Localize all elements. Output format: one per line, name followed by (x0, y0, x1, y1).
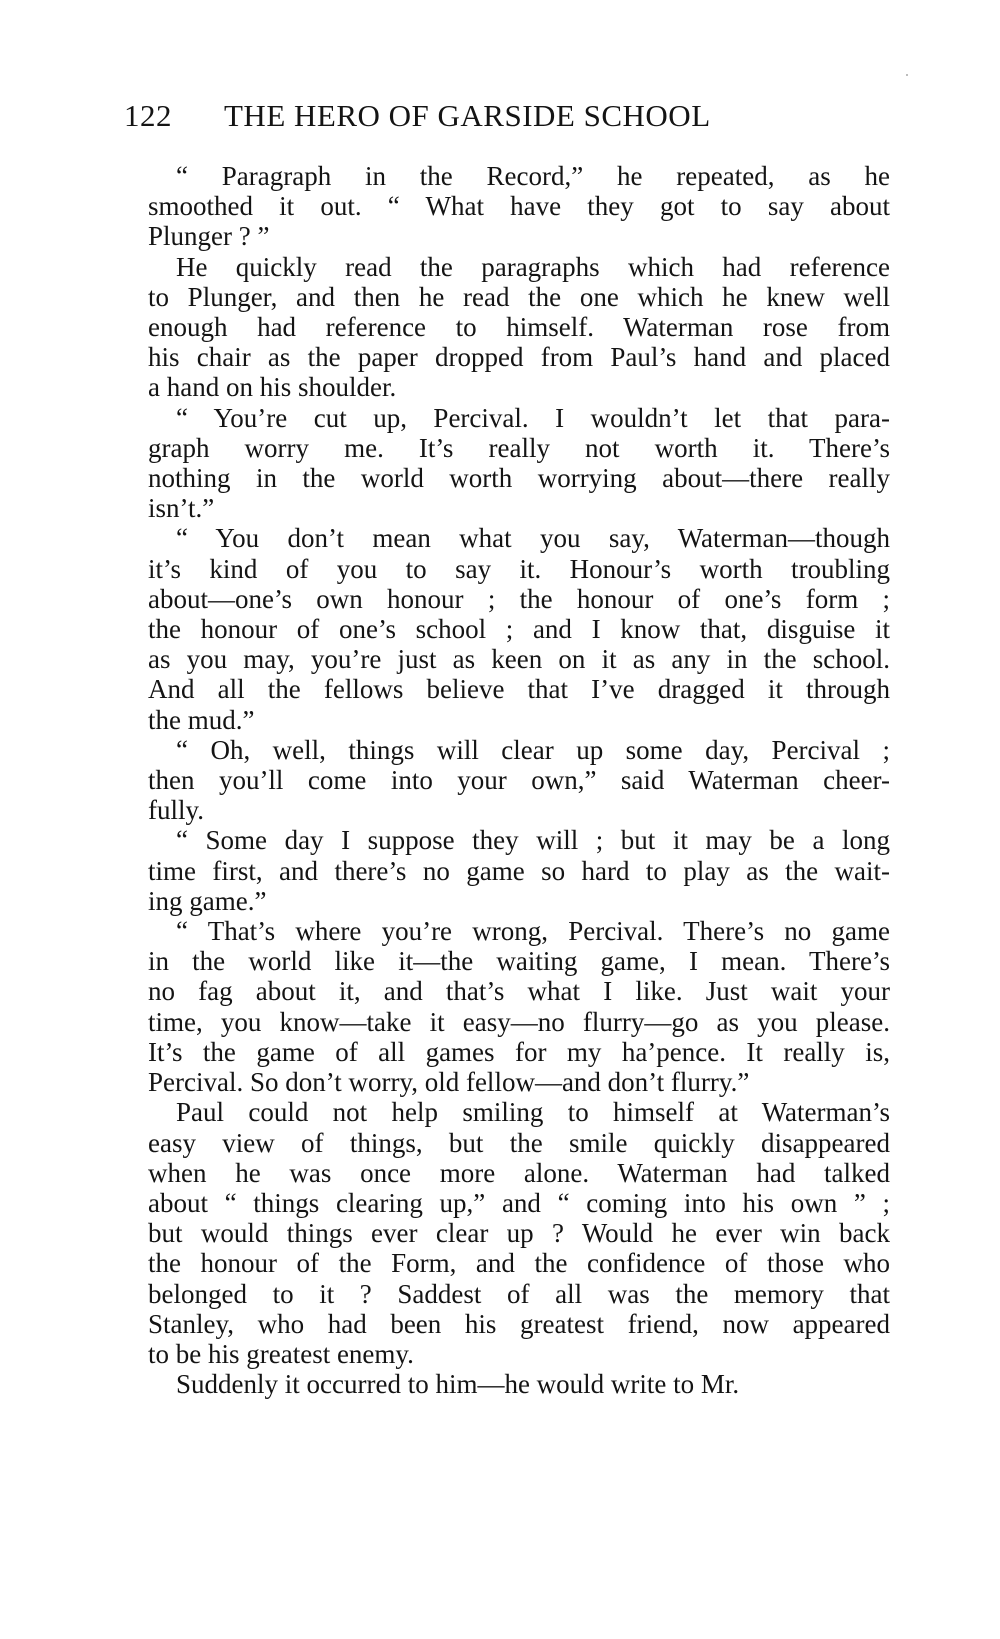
text-line: “ That’s where you’re wrong, Percival. There’s no game (176, 916, 890, 947)
text-line: “ You’re cut up, Percival. I wouldn’t let that para- (176, 402, 890, 433)
paragraph (120, 1097, 890, 1369)
text-line: enough had reference to himself. Waterman rose from (148, 312, 890, 343)
paragraph (120, 825, 890, 916)
text-line: Stanley, who had been his greatest friend, now appeared (148, 1308, 890, 1339)
text-line: about “ things clearing up,” and “ coming into his own ” ; (148, 1187, 890, 1218)
text-line: ing game.” (148, 885, 267, 916)
paragraph (120, 916, 890, 1097)
text-line: “ Some day I suppose they will ; but it may be a long (176, 825, 890, 856)
text-line: as you may, you’re just as keen on it as any in the school. (148, 644, 890, 675)
paragraph (120, 523, 890, 734)
text-line: nothing in the world worth worrying about—there really (148, 463, 890, 494)
text-line: about—one’s own honour ; the honour of one’s form ; (148, 583, 890, 614)
text-line: isn’t.” (148, 493, 215, 524)
text-line: his chair as the paper dropped from Paul’s hand and placed (148, 342, 890, 373)
paragraph (120, 161, 890, 252)
text-line: smoothed it out. “ What have they got to say about (148, 191, 890, 222)
text-line: time, you know—take it easy—no flurry—go as you please. (148, 1006, 890, 1037)
text-line: the mud.” (148, 704, 255, 735)
paragraph (120, 1369, 890, 1399)
text-line: easy view of things, but the smile quickly disappeared (148, 1127, 890, 1158)
text-line: the honour of one’s school ; and I know that, disguise it (148, 614, 890, 645)
text-line: a hand on his shoulder. (148, 372, 397, 403)
book-title: THE HERO OF GARSIDE SCHOOL (224, 98, 711, 133)
text-line: it’s kind of you to say it. Honour’s worth troubling (148, 553, 890, 584)
text-line: “ Paragraph in the Record,” he repeated, as he (176, 161, 890, 191)
text-line: And all the fellows believe that I’ve dragged it through (148, 674, 890, 705)
text-line: graph worry me. It’s really not worth it. There’s (148, 432, 890, 463)
paper-speck (906, 74, 908, 76)
text-line: It’s the game of all games for my ha’pence. It really is, (148, 1036, 890, 1067)
text-line: the honour of the Form, and the confidence of those who (148, 1248, 890, 1279)
text-line: “ Oh, well, things will clear up some day, Percival ; (176, 734, 890, 765)
text-line: time first, and there’s no game so hard to play as the wait- (148, 855, 890, 886)
text-line: then you’ll come into your own,” said Waterman cheer- (148, 765, 890, 796)
text-line: Paul could not help smiling to himself at Waterman’s (176, 1097, 890, 1128)
text-line: when he was once more alone. Waterman had talked (148, 1157, 890, 1188)
text-line: to be his greatest enemy. (148, 1338, 414, 1369)
text-line: Suddenly it occurred to him—he would write to Mr. (176, 1369, 740, 1400)
running-head (124, 98, 884, 142)
paragraph (120, 403, 890, 524)
text-line: Plunger ? ” (148, 221, 270, 252)
text-line: fully. (148, 795, 204, 826)
text-line: to Plunger, and then he read the one which he knew well (148, 281, 890, 312)
text-line: in the world like it—the waiting game, I mean. There’s (148, 946, 890, 977)
paragraph (120, 735, 890, 826)
text-line: He quickly read the paragraphs which had reference (176, 251, 890, 282)
paragraph (120, 252, 890, 403)
text-line: Percival. So don’t worry, old fellow—and don’t flurry.” (148, 1067, 750, 1098)
text-line: “ You don’t mean what you say, Waterman—though (176, 523, 890, 554)
page-number: 122 (124, 98, 172, 133)
text-line: but would things ever clear up ? Would he ever win back (148, 1218, 890, 1249)
text-line: belonged to it ? Saddest of all was the memory that (148, 1278, 890, 1309)
body-text (120, 161, 890, 1399)
text-line: no fag about it, and that’s what I like. Just wait your (148, 976, 890, 1007)
